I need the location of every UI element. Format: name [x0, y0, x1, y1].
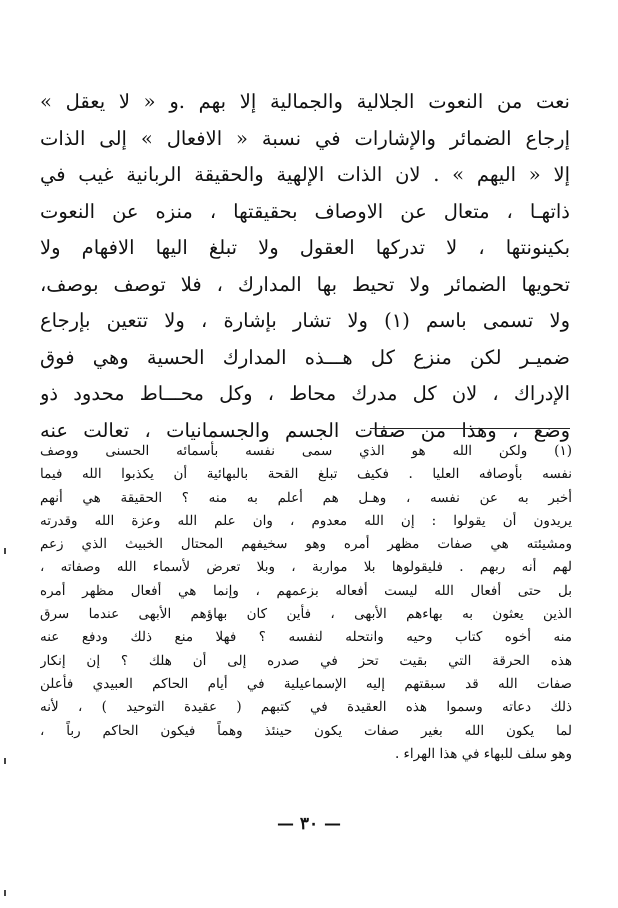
main-text-line: إرجاع الضمائر والإشارات في نسبة « الافعال » إلى الذات	[40, 126, 570, 150]
main-body-text	[40, 84, 570, 449]
footnote-line: منه أخوه كتاب وحيه وانتحله لنفسه ؟ فهلا منع ذلك ودفع عنه	[40, 629, 572, 646]
page-number: — ٣٠ —	[276, 814, 342, 834]
main-text-line: نعت من النعوت الجلالية والجمالية إلا بهم .و « لا يعقل »	[40, 90, 570, 113]
footnote-line: صفات الله قد سبقتهم إليه الإسماعيلية في أيام الحاكم العبيدي فأعلن	[40, 675, 572, 692]
footnote-line: ذلك دعاته وسموا هذه العقيدة في كتبهم ( عقيدة التوحيد ) ، لأنه	[40, 699, 572, 716]
footnote	[40, 440, 572, 766]
footnote-line: نفسه بأوصافه العليا . فكيف تبلغ القحة بالبهائية أن يكذبوا الله فيما	[40, 466, 572, 483]
scan-margin-mark	[4, 548, 6, 554]
main-text-line: بكينونتها ، لا تدركها العقول ولا تبلغ اليها الافهام ولا	[40, 236, 570, 259]
main-text-line: وضع ، وهذا من صفات الجسم والجسمانيات ، تعالت عنه	[40, 418, 570, 442]
main-text-line: ذاتهـا ، متعال عن الاوصاف بحقيقتها ، منزه عن النعوت	[40, 199, 570, 223]
footnote-line: لهم أنه ربهم . فليقولوها بلا مواربة ، وبلا تعرض لأسماء الله وصفاته ،	[40, 559, 572, 576]
main-text-line: ولا تسمى باسم (١) ولا تشار بإشارة ، ولا تتعين بإرجاع	[40, 309, 570, 332]
footnote-line: أخبر به عن نفسه ، وهـل هم أعلم به منه ؟ الحقيقة هي أنهم	[40, 489, 572, 506]
footnote-separator-rule	[370, 428, 570, 429]
main-text-line: الإدراك ، لان كل مدرك محاط ، وكل محـــاط محدود ذو	[40, 382, 570, 405]
footnote-line: ومشيئته هي صفات مظهر أمره وهو سخيفهم المحتال الخبيث الذي زعم	[40, 536, 572, 553]
main-text-line: إلا « اليهم » . لان الذات الإلهية والحقيقة الربانية غيب في	[40, 163, 570, 186]
footnote-line: لما يكون الله بغير صفات يكون حينئذ وهماً فيكون الحاكم رباً ،	[40, 722, 572, 739]
footnote-line: (١) ولكن الله هو الذي سمى نفسه بأسمائه الحسنى ووصف	[40, 443, 572, 459]
scan-margin-mark	[4, 758, 6, 764]
footnote-line: هذه الحرقة التي بقيت تحز في صدره إلى أن هلك ؟ إن إنكار	[40, 652, 572, 669]
footnote-line: يريدون أن يقولوا : إن الله معدوم ، وان علم الله وعزة الله وقدرته	[40, 512, 572, 529]
footnote-line: الذين يعثون به بهاءهم الأبهى ، فأين كان بهاؤهم الأبهى عندما سرق	[40, 606, 572, 623]
scan-margin-mark	[4, 890, 6, 896]
main-text-line: تحويها الضمائر ولا تحيط بها المدارك ، فلا توصف بوصف،	[40, 272, 570, 296]
footnote-line: بل حتى أفعال الله ليست أفعاله بزعمهم ، وإنما هي أفعال مظهر أمره	[40, 582, 572, 599]
main-text-line: ضميـر لكن منزع كل هـــذه المدارك الحسية وهي فوق	[40, 345, 570, 369]
footnote-line: وهو سلف للبهاء في هذا الهراء .	[394, 745, 572, 762]
